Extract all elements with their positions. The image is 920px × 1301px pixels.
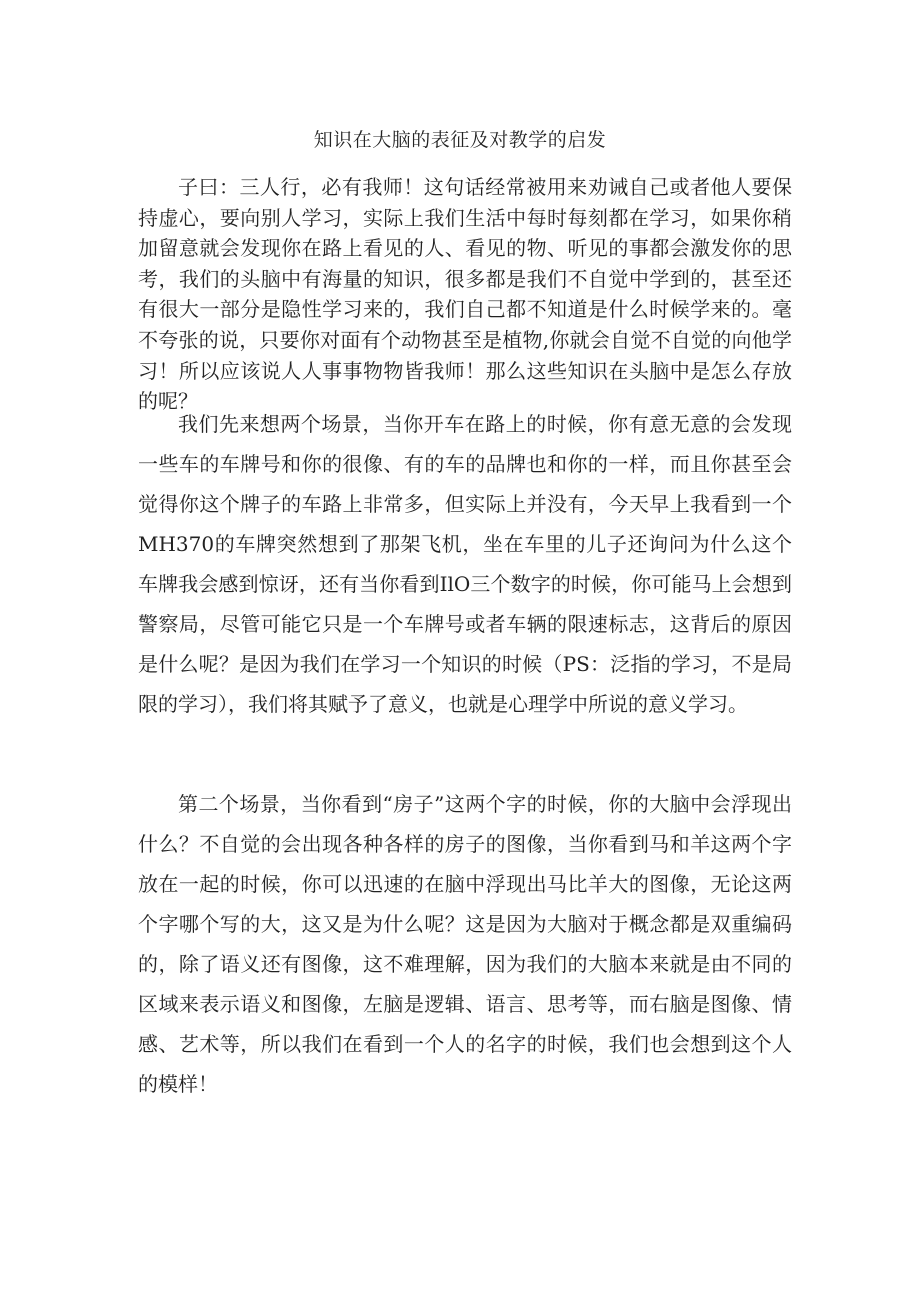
- paragraph-scenario-one: 我们先来想两个场景，当你开车在路上的时候，你有意无意的会发现一些车的车牌号和你的很像、有的车的品牌也和你的一样，而且你甚至会觉得你这个牌子的车路上非常多，但实际上并没有，今天早上我看到一个MH370的车牌突然想到了那架飞机，坐在车里的儿子还询问为什么这个车牌我会感到惊讶，还有当你看到IlO三个数字的时候，你可能马上会想到警察局，尽管可能它只是一个车牌号或者车辆的限速标志，这背后的原因是什么呢？是因为我们在学习一个知识的时候（PS：泛指的学习，不是局限的学习），我们将其赋予了意义，也就是心理学中所说的意义学习。: [138, 412, 792, 716]
- paragraph-intro: 子曰：三人行，必有我师！这句话经常被用来劝诫自己或者他人要保持虚心，要向别人学习，实际上我们生活中每时每刻都在学习，如果你稍加留意就会发现你在路上看见的人、看见的物、听见的事都会激发你的思考，我们的头脑中有海量的知识，很多都是我们不自觉中学到的，甚至还有很大一部分是隐性学习来的，我们自己都不知道是什么时候学来的。毫不夸张的说，只要你对面有个动物甚至是植物,你就会自觉不自觉的向他学习！所以应该说人人事事物物皆我师！那么这些知识在头脑中是怎么存放的呢？: [138, 175, 792, 414]
- document-title: 知识在大脑的表征及对教学的启发: [313, 129, 607, 151]
- paragraph-scenario-two: 第二个场景，当你看到“房子”这两个字的时候，你的大脑中会浮现出什么？不自觉的会出现各种各样的房子的图像，当你看到马和羊这两个字放在一起的时候，你可以迅速的在脑中浮现出马比羊大的图像，无论这两个字哪个写的大，这又是为什么呢？这是因为大脑对于概念都是双重编码的，除了语义还有图像，这不难理解，因为我们的大脑本来就是由不同的区域来表示语义和图像，左脑是逻辑、语言、思考等，而右脑是图像、情感、艺术等，所以我们在看到一个人的名字的时候，我们也会想到这个人的模样！: [138, 792, 792, 1096]
